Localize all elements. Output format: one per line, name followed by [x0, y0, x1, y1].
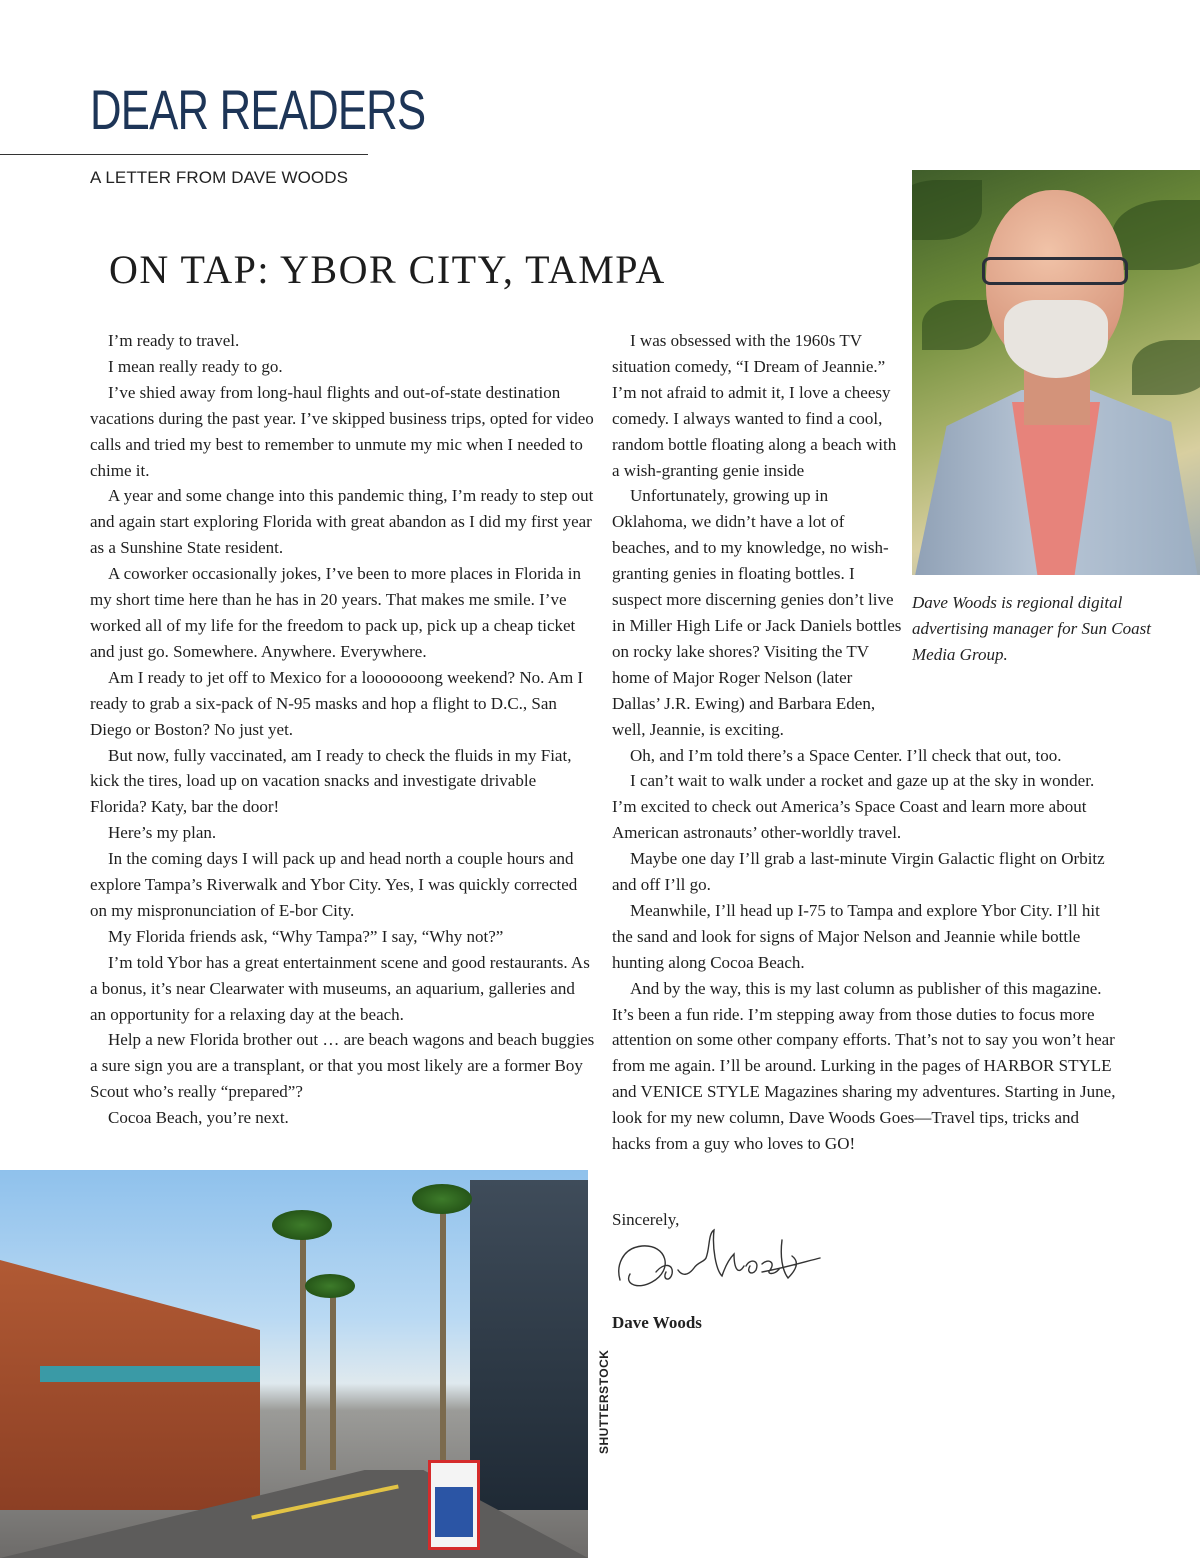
signature-image [612, 1218, 822, 1300]
paragraph: I’m ready to travel. [108, 331, 240, 350]
paragraph: I’ve shied away from long-haul flights and out-of-state destination vacations during the past year. I’ve skipped business trips, opted for video calls and tried my best to remember to unmute my mic when I needed to chime it. [90, 382, 594, 480]
letter-subtitle: A LETTER FROM DAVE WOODS [90, 168, 349, 187]
paragraph: But now, fully vaccinated, am I ready to check the fluids in my Fiat, kick the tires, load up on vacation snacks and investigate drivable Florida? Katy, bar the door! [90, 745, 572, 817]
article-headline: ON TAP: YBOR CITY, TAMPA [109, 247, 666, 292]
paragraph: Meanwhile, I’ll head up I-75 to Tampa and explore Ybor City. I’ll hit the sand and look for signs of Major Nelson and Jeannie while bottle hunting along Cocoa Beach. [612, 900, 1100, 972]
paragraph: I can’t wait to walk under a rocket and gaze up at the sky in wonder. I’m excited to check out America’s Space Coast and learn more about American astronauts’ other-worldly travel. [612, 771, 1095, 843]
article-column-left [90, 328, 595, 1131]
signer-name: Dave Woods [612, 1313, 702, 1332]
section-divider [0, 154, 368, 155]
paragraph: Here’s my plan. [108, 823, 217, 843]
paragraph: Am I ready to jet off to Mexico for a looooooong weekend? No. Am I ready to grab a six-pack of N-95 masks and hop a flight to D.C., San Diego or Boston? No just yet. [90, 667, 584, 739]
portrait-caption: Dave Woods is regional digital advertising manager for Sun Coast Media Group. [912, 593, 1151, 664]
paragraph: A year and some change into this pandemic thing, I’m ready to step out and again start exploring Florida with great abandon as I did my first year as a Sunshine State resident. [90, 486, 594, 558]
paragraph: Cocoa Beach, you’re next. [108, 1108, 289, 1128]
paragraph: I’m told Ybor has a great entertainment scene and good restaurants. As a bonus, it’s near Clearwater with museums, an aquarium, galleries and an opportunity for a relaxing day at the beach. [90, 952, 590, 1024]
paragraph: My Florida friends ask, “Why Tampa?” I say, “Why not?” [108, 926, 504, 946]
paragraph: Unfortunately, growing up in Oklahoma, we didn’t have a lot of beaches, and to my knowledge, no wish-granting genies in floating bottles. I suspect more discerning genies don’t live in Miller High Life or Jack Daniels bottles on rocky lake shores? Visiting the TV home of Major Roger Nelson (later Dallas’ J.R. Ewing) and Barbara Eden, well, Jeannie, is exciting. [612, 486, 902, 739]
closing: Sincerely, [612, 1210, 680, 1229]
paragraph: A coworker occasionally jokes, I’ve been to more places in Florida in my short time here than he has in 20 years. That makes me smile. I’ve worked all of my life for the freedom to pack up, pick up a cheap ticket and just go. Somewhere. Anywhere. Everywhere. [90, 564, 582, 661]
paragraph: And by the way, this is my last column as publisher of this magazine. It’s been a fun ride. I’m stepping away from those duties to focus more attention on some other company efforts. That’s not to say you won’t hear from me again. I’ll be around. Lurking in the pages of HARBOR STYLE and VENICE STYLE Magazines sharing my adventures. Starting in June, look for my new column, Dave Woods Goes—Travel tips, tricks and hacks from a guy who loves to GO! [612, 978, 1116, 1154]
paragraph: In the coming days I will pack up and head north a couple hours and explore Tampa’s Riverwalk and Ybor City. Yes, I was quickly corrected on my mispronunciation of E-bor City. [90, 849, 578, 920]
ybor-city-street-photo [0, 1170, 588, 1558]
author-portrait [912, 170, 1200, 575]
paragraph: I was obsessed with the 1960s TV situation comedy, “I Dream of Jeannie.” I’m not afraid to admit it, I love a cheesy comedy. I always wanted to find a cool, random bottle floating along a beach with a wish-granting genie inside [612, 331, 897, 480]
paragraph: Maybe one day I’ll grab a last-minute Virgin Galactic flight on Orbitz and off I’ll go. [612, 849, 1105, 895]
paragraph: I mean really ready to go. [108, 356, 283, 376]
photo-credit: SHUTTERSTOCK [597, 1349, 611, 1454]
section-title: DEAR READERS [90, 78, 426, 141]
paragraph: Oh, and I’m told there’s a Space Center. I’ll check that out, too. [630, 745, 1062, 765]
paragraph: Help a new Florida brother out … are beach wagons and beach buggies a sure sign you are a transplant, or that you most likely are a former Boy Scout who’s really “prepared”? [90, 1030, 595, 1102]
